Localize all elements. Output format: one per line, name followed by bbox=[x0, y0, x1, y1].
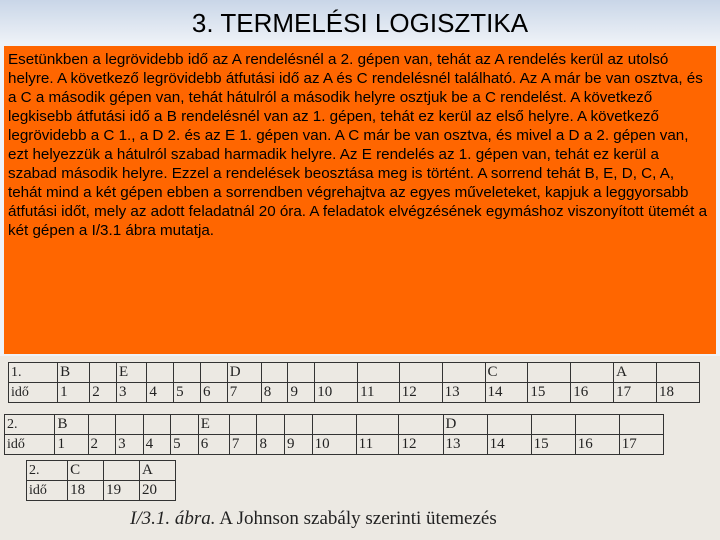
time-cell: 13 bbox=[442, 383, 485, 403]
time-cell: 10 bbox=[312, 435, 356, 455]
order-cell bbox=[116, 415, 144, 435]
order-cell bbox=[619, 415, 663, 435]
explanation-text: Esetünkben a legrövidebb idő az A rendelésnél a 2. gépen van, tehát az A rendelés kerül az utolsó helyre. A következő legrövidebb átfutási idő az A és C rendelésnél található. Az A már be van osztva, és a C a második gépen van, tehát hátulról a második helyre osztjuk be a C rendelést. A következő legkisebb átfutási idő a B rendelésnél van az 1. gépen, tehát ez kerül az első helyre. A következő legrövidebb a C 1., a D 2. és az E 1. gépen van. A C már be van osztva, és mivel a D a 2. gépen van, ezt helyezzük a hátulról szabad harmadik helyre. Az E rendelés az 1. gépen van, tehát ez kerül a szabad második helyre. Ezzel a rendelések beosztása meg is történt. A sorrend tehát B, E, D, C, A, tehát mind a két gépen ebben a sorrendben végrehajtva az egyes műveleteket, kapjuk a leggyorsabb átfutási időt, mely az adott feladatnál 20 óra. A feladatok elvégzésének egymáshoz viszonyított ütemét a két gépen a I/3.1 ábra mutatja. bbox=[8, 51, 708, 239]
order-cell bbox=[174, 363, 201, 383]
time-cell: 3 bbox=[116, 435, 144, 455]
machine-label: 2. bbox=[5, 415, 55, 435]
machine-label: 2. bbox=[27, 461, 68, 481]
time-cell: 5 bbox=[174, 383, 201, 403]
order-cell: E bbox=[198, 415, 229, 435]
order-cell bbox=[442, 363, 485, 383]
time-cell: 14 bbox=[487, 435, 531, 455]
order-cell bbox=[528, 363, 571, 383]
order-cell bbox=[575, 415, 619, 435]
order-cell: B bbox=[55, 415, 88, 435]
order-cell bbox=[285, 415, 313, 435]
time-cell: 13 bbox=[443, 435, 487, 455]
time-cell: 4 bbox=[143, 435, 171, 455]
time-cell: 4 bbox=[147, 383, 174, 403]
time-cell: 7 bbox=[229, 435, 257, 455]
explanation-textbox bbox=[4, 46, 716, 354]
time-cell: 8 bbox=[257, 435, 285, 455]
order-cell bbox=[358, 363, 400, 383]
order-row bbox=[5, 415, 664, 435]
order-row bbox=[9, 363, 700, 383]
time-cell: 1 bbox=[55, 435, 88, 455]
time-row-label: idő bbox=[27, 481, 68, 501]
order-cell: D bbox=[227, 363, 261, 383]
order-cell bbox=[315, 363, 358, 383]
time-cell: 12 bbox=[399, 383, 442, 403]
order-cell bbox=[171, 415, 199, 435]
order-cell bbox=[288, 363, 315, 383]
order-cell bbox=[312, 415, 356, 435]
time-cell: 17 bbox=[619, 435, 663, 455]
time-cell: 11 bbox=[358, 383, 400, 403]
order-cell bbox=[531, 415, 575, 435]
figure-caption-text: A Johnson szabály szerinti ütemezés bbox=[219, 508, 497, 529]
time-cell: 16 bbox=[571, 383, 614, 403]
time-cell: 15 bbox=[528, 383, 571, 403]
time-cell: 7 bbox=[227, 383, 261, 403]
time-cell: 18 bbox=[68, 481, 104, 501]
time-cell: 5 bbox=[171, 435, 199, 455]
time-cell: 10 bbox=[315, 383, 358, 403]
time-cell: 9 bbox=[288, 383, 315, 403]
order-row bbox=[27, 461, 176, 481]
order-cell bbox=[147, 363, 174, 383]
order-cell: A bbox=[140, 461, 176, 481]
order-cell bbox=[656, 363, 699, 383]
order-cell: D bbox=[443, 415, 487, 435]
order-cell: C bbox=[485, 363, 528, 383]
time-cell: 9 bbox=[285, 435, 313, 455]
order-cell: A bbox=[614, 363, 657, 383]
order-cell bbox=[356, 415, 399, 435]
order-cell: E bbox=[117, 363, 147, 383]
time-cell: 19 bbox=[104, 481, 140, 501]
time-cell: 11 bbox=[356, 435, 399, 455]
order-cell: B bbox=[58, 363, 90, 383]
order-cell bbox=[90, 363, 117, 383]
order-cell bbox=[399, 363, 442, 383]
time-cell: 2 bbox=[88, 435, 116, 455]
machine-label: 1. bbox=[9, 363, 58, 383]
time-cell: 12 bbox=[399, 435, 443, 455]
order-cell bbox=[399, 415, 443, 435]
time-row-label: idő bbox=[5, 435, 55, 455]
order-cell bbox=[143, 415, 171, 435]
time-cell: 6 bbox=[198, 435, 229, 455]
time-row bbox=[9, 383, 700, 403]
order-cell bbox=[104, 461, 140, 481]
order-cell bbox=[257, 415, 285, 435]
gantt-machine-1 bbox=[8, 362, 700, 403]
time-cell: 14 bbox=[485, 383, 528, 403]
order-cell bbox=[200, 363, 227, 383]
time-cell: 1 bbox=[58, 383, 90, 403]
order-cell bbox=[229, 415, 257, 435]
order-cell: C bbox=[68, 461, 104, 481]
time-cell: 3 bbox=[117, 383, 147, 403]
order-cell bbox=[571, 363, 614, 383]
gantt-machine-2-continued bbox=[26, 460, 176, 501]
figure-caption bbox=[130, 508, 497, 530]
order-cell bbox=[261, 363, 288, 383]
time-cell: 8 bbox=[261, 383, 288, 403]
figure-caption-label: I/3.1. ábra. bbox=[130, 508, 216, 529]
time-row bbox=[27, 481, 176, 501]
johnson-schedule-figure bbox=[0, 356, 720, 540]
time-cell: 20 bbox=[140, 481, 176, 501]
order-cell bbox=[487, 415, 531, 435]
time-cell: 17 bbox=[614, 383, 657, 403]
gantt-machine-2 bbox=[4, 414, 664, 455]
time-cell: 15 bbox=[531, 435, 575, 455]
time-cell: 18 bbox=[656, 383, 699, 403]
slide-title: 3. TERMELÉSI LOGISZTIKA bbox=[191, 8, 529, 38]
order-cell bbox=[88, 415, 116, 435]
time-cell: 2 bbox=[90, 383, 117, 403]
time-row-label: idő bbox=[9, 383, 58, 403]
time-cell: 6 bbox=[200, 383, 227, 403]
time-row bbox=[5, 435, 664, 455]
time-cell: 16 bbox=[575, 435, 619, 455]
